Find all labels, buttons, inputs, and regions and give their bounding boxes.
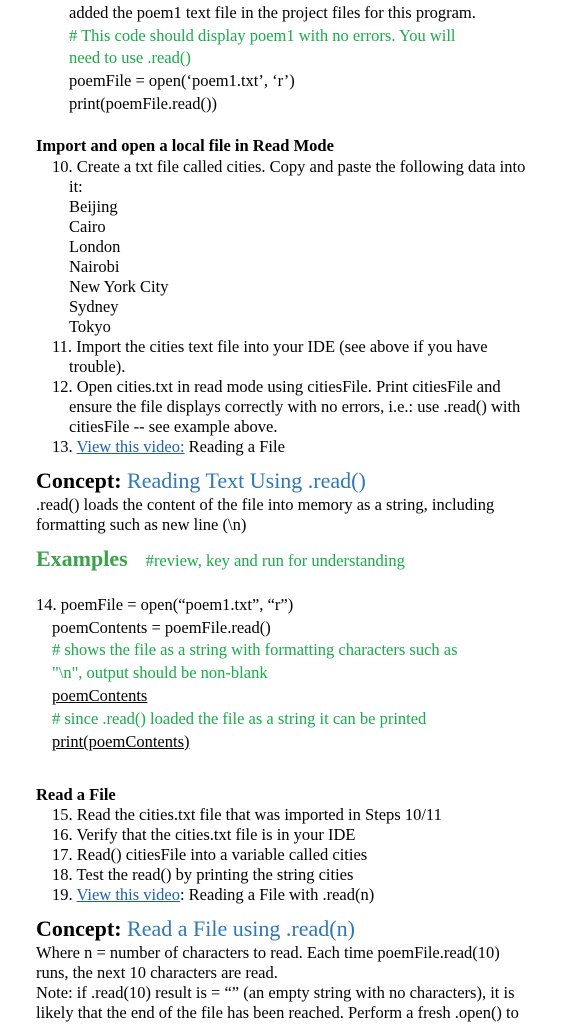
concept-2-desc-line-1: Where n = number of characters to read. Each time poemFile.read(10) bbox=[36, 943, 500, 962]
step-14-print: print(poemContents) bbox=[52, 732, 190, 751]
intro-code-open: poemFile = open(‘poem1.txt’, ‘r’) bbox=[69, 71, 295, 90]
step-10-line-2: it: bbox=[69, 177, 83, 196]
concept-2-desc-line-4: likely that the end of the file has been reached. Perform a fresh .open() to bbox=[36, 1003, 519, 1022]
intro-code-print: print(poemFile.read()) bbox=[69, 94, 217, 113]
concept-1-title: Reading Text Using .read() bbox=[127, 468, 366, 493]
step-16: 16. Verify that the cities.txt file is in your IDE bbox=[52, 825, 356, 844]
read-section-heading: Read a File bbox=[36, 785, 116, 804]
step-19-number: 19. bbox=[52, 885, 73, 904]
step-19 bbox=[52, 885, 374, 905]
step-11-line-2: trouble). bbox=[69, 357, 126, 376]
step-19-text: : Reading a File with .read(n) bbox=[179, 885, 375, 904]
intro-line-1: added the poem1 text file in the project files for this program. bbox=[69, 3, 476, 22]
step-13-text: Reading a File bbox=[184, 437, 285, 456]
concept-1-desc-line-1: .read() loads the content of the file into memory as a string, including bbox=[36, 495, 495, 514]
step-14-line-2: poemContents = poemFile.read() bbox=[52, 618, 271, 637]
step-13-video-link[interactable]: View this video: bbox=[76, 437, 185, 456]
concept-2-desc-line-2: runs, the next 10 characters are read. bbox=[36, 963, 278, 982]
examples-heading bbox=[36, 545, 405, 575]
step-12-line-2: ensure the file displays correctly with no errors, i.e.: use .read() with bbox=[69, 397, 521, 416]
step-12-line-3: citiesFile -- see example above. bbox=[69, 417, 278, 436]
step-13-number: 13. bbox=[52, 437, 73, 456]
step-14-comment-1: # shows the file as a string with formatting characters such as bbox=[52, 640, 458, 659]
city-item: Tokyo bbox=[69, 317, 111, 336]
city-item: New York City bbox=[69, 277, 169, 296]
concept-1-label: Concept: bbox=[36, 468, 122, 493]
concept-1-desc-line-2: formatting such as new line (\n) bbox=[36, 515, 247, 534]
concept-1-heading bbox=[36, 467, 366, 495]
step-11-line-1: 11. Import the cities text file into your IDE (see above if you have bbox=[52, 337, 488, 356]
intro-comment-line-1: # This code should display poem1 with no errors. You will bbox=[69, 26, 456, 45]
step-13 bbox=[52, 437, 285, 457]
step-14-poem-contents: poemContents bbox=[52, 686, 148, 705]
step-17: 17. Read() citiesFile into a variable called cities bbox=[52, 845, 368, 864]
intro-comment-line-2: need to use .read() bbox=[69, 48, 191, 67]
city-item: Cairo bbox=[69, 217, 106, 236]
city-item: Sydney bbox=[69, 297, 119, 316]
concept-2-label: Concept: bbox=[36, 916, 122, 941]
city-item: London bbox=[69, 237, 121, 256]
city-item: Beijing bbox=[69, 197, 118, 216]
concept-2-heading bbox=[36, 915, 355, 943]
step-19-video-link[interactable]: View this video bbox=[76, 885, 180, 904]
concept-2-desc-line-3: Note: if .read(10) result is = “” (an empty string with no characters), it is bbox=[36, 983, 515, 1002]
import-section-heading: Import and open a local file in Read Mode bbox=[36, 136, 334, 155]
examples-title: Examples bbox=[36, 546, 128, 571]
city-item: Nairobi bbox=[69, 257, 120, 276]
step-14-comment-3: # since .read() loaded the file as a string it can be printed bbox=[52, 709, 427, 728]
step-14-comment-2: "\n", output should be non-blank bbox=[52, 663, 268, 682]
step-12-line-1: 12. Open cities.txt in read mode using citiesFile. Print citiesFile and bbox=[52, 377, 501, 396]
step-18: 18. Test the read() by printing the string cities bbox=[52, 865, 354, 884]
examples-note: #review, key and run for understanding bbox=[145, 551, 405, 570]
concept-2-title: Read a File using .read(n) bbox=[127, 916, 355, 941]
step-10-line-1: 10. Create a txt file called cities. Copy and paste the following data into bbox=[52, 157, 526, 176]
step-14-line-1: 14. poemFile = open(“poem1.txt”, “r”) bbox=[36, 595, 294, 614]
step-15: 15. Read the cities.txt file that was imported in Steps 10/11 bbox=[52, 805, 442, 824]
